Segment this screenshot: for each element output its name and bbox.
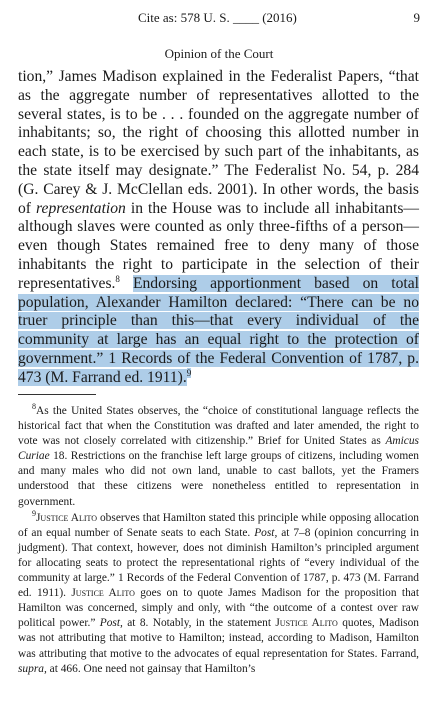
footnote-text: As the United States observes, the “choice of constitutional language reflects the historical fact that when the Constitution was drafted and later amended, the right to vote was not closely correlated with citizenship.” Brief for United States as (18, 405, 419, 448)
footnote-text: at 8. Notably, in the statement (122, 617, 276, 630)
footnote-text: quotes, Madison was not attributing that motive to Hamilton; instead, according to Madison, Hamilton was attributing that motive to the advocates of equal representation for States. Farrand, (18, 617, 420, 660)
footnote-9 (18, 508, 420, 677)
highlighted-passage[interactable]: Endorsing apportionment based on total population, Alexander Hamilton declared: “There can be no truer principle than this—that every individual of the community at large has an equal right to the protection of government.” 1 Records of the Federal Convention of 1787, p. 473 (M. Farrand ed. 1911). (18, 274, 419, 386)
footnote-text: 18. Restrictions on the franchise left large groups of citizens, including women and many males who did not own land, unable to cast ballots, yet the Framers understood that these citizens were nonetheless entitled to representation in government. (18, 450, 419, 508)
running-head (18, 10, 420, 28)
footnote-ref-9[interactable]: 9 (186, 367, 192, 378)
main-text-run: tion,” James Madison explained in the Federalist Papers, “that as the aggregate number of representatives allotted to the several states, is to be . . . founded on the aggregate number of inhabitants; so, the right of choosing this allotted number in each state, is to be exercised by such part of the inhabitants, as the state itself may designate.” The Federalist No. 54, p. 284 (G. Carey & J. McClellan eds. 2001). In other words, the basis of (18, 68, 419, 217)
footnote-text: at 7–8 (opinion concurring in judgment). That context, however, does not diminish Hamilton’s principled argument for allocating seats to protect the representational rights of “every individual of the community at large.” 1 Records of the Federal Convention of 1787, p. 473 (M. Farrand ed. 1911). (18, 526, 419, 600)
italic-term: Post, (99, 617, 123, 630)
italic-term: Post, (254, 526, 278, 539)
footnote-text: at 466. One need not gainsay that Hamilton’s (46, 662, 256, 675)
justice-name: Justice Alito (275, 617, 338, 630)
italic-term: Amicus Curiae (18, 435, 419, 463)
page-number: 9 (413, 10, 420, 25)
footnote-mark: 9 (32, 508, 36, 518)
main-text (18, 68, 419, 388)
footnote-ref-8[interactable]: 8 (115, 273, 120, 284)
footnote-divider (18, 394, 96, 395)
footnote-8 (18, 404, 419, 510)
section-heading: Opinion of the Court (164, 46, 274, 61)
footnote-mark: 8 (32, 402, 36, 412)
footnotes (18, 404, 419, 678)
citation-header: Cite as: 578 U. S. ____ (2016) (138, 10, 297, 25)
italic-term: representation (36, 199, 126, 217)
justice-name: Justice Alito (71, 587, 135, 600)
justice-name: Justice Alito (36, 511, 98, 524)
main-paragraph (18, 68, 419, 388)
footnote-text: goes on to quote James Madison for the proposition that Hamilton was concerned, simply and only, with “the outcome of a contest over raw political power.” (18, 587, 419, 630)
main-text-run: in the House was to include all inhabitants—although slaves were counted as only three-fifths of a person—even though States remained free to deny many of those inhabitants the right to participate in the selection of their representatives. (18, 199, 419, 292)
footnote-text: observes that Hamilton stated this principle while opposing allocation of an equal number of Senate seats to each State. (18, 511, 419, 539)
italic-term: supra, (18, 662, 47, 675)
